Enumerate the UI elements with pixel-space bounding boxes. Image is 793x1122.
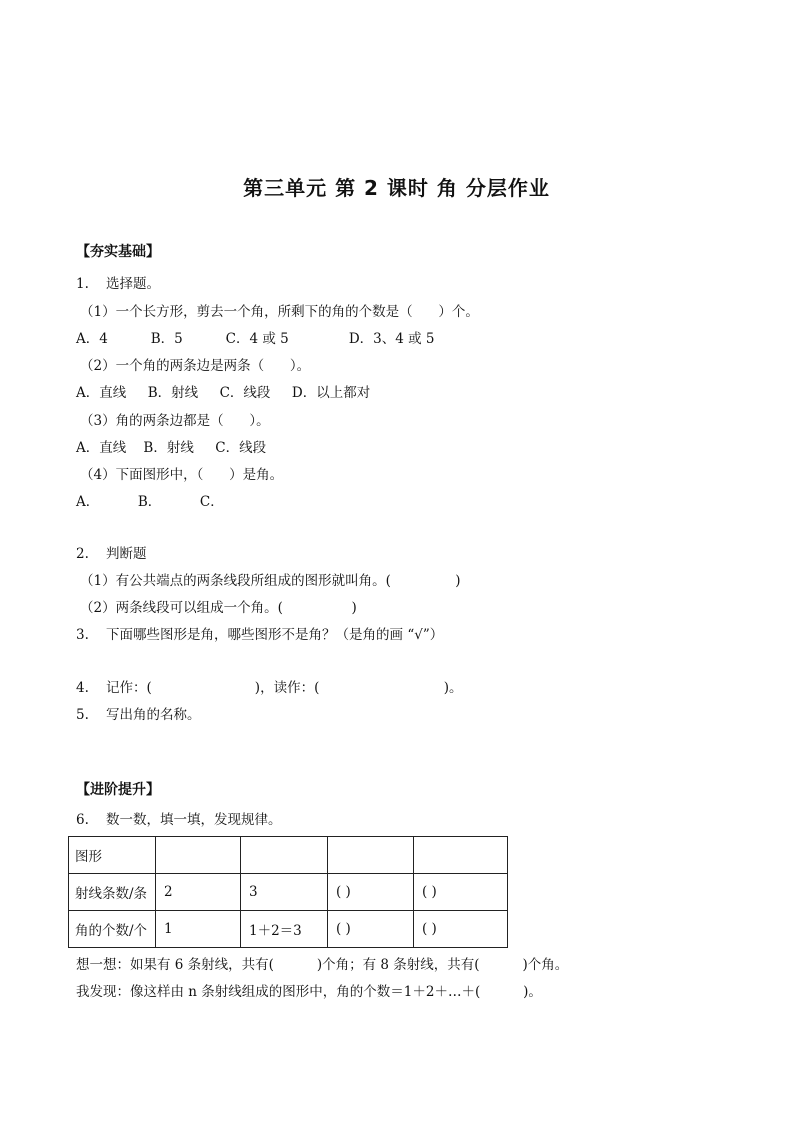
- pattern-table: [68, 836, 508, 948]
- question-1-sub-4-options: A． B． C．: [76, 494, 224, 510]
- table-cell: ( ): [414, 911, 508, 948]
- question-2-stem: 2. 判断题: [76, 546, 147, 562]
- question-1-sub-1: （1）一个长方形，剪去一个角，所剩下的角的个数是（ ）个。: [80, 304, 479, 320]
- question-2-sub-2: （2）两条线段可以组成一个角。( ): [80, 600, 357, 616]
- table-cell: [241, 837, 328, 874]
- table-cell: [156, 837, 241, 874]
- question-1-sub-3-options: A．直线 B．射线 C．线段: [76, 440, 267, 456]
- question-4: 4. 记作：( )，读作：( )。: [76, 680, 463, 696]
- section-heading-advanced: 【进阶提升】: [76, 782, 160, 798]
- table-cell: 射线条数/条: [69, 874, 156, 911]
- question-1-sub-2-options: A．直线 B．射线 C．线段 D．以上都对: [76, 385, 371, 401]
- question-6-stem: 6. 数一数，填一填，发现规律。: [76, 812, 282, 828]
- table-cell: 1: [156, 911, 241, 948]
- table-cell: 角的个数/个: [69, 911, 156, 948]
- table-cell: ( ): [414, 874, 508, 911]
- page-title: 第三单元 第 2 课时 角 分层作业: [243, 176, 550, 200]
- table-cell: 3: [241, 874, 328, 911]
- table-cell: ( ): [328, 911, 414, 948]
- table-cell: 图形: [69, 837, 156, 874]
- question-1-sub-1-options: A．4 B．5 C．4 或 5 D．3、4 或 5: [76, 331, 435, 347]
- question-3: 3. 下面哪些图形是角，哪些图形不是角？（是角的画 “√”）: [76, 627, 444, 643]
- table-cell: ( ): [328, 874, 414, 911]
- table-cell: [414, 837, 508, 874]
- question-2-sub-1: （1）有公共端点的两条线段所组成的图形就叫角。( ): [80, 573, 461, 589]
- table-row: [69, 874, 508, 911]
- question-5: 5. 写出角的名称。: [76, 707, 201, 723]
- question-1-sub-4: （4）下面图形中，（ ）是角。: [80, 467, 284, 483]
- table-row: [69, 837, 508, 874]
- question-6-think: 想一想：如果有 6 条射线，共有( )个角；有 8 条射线，共有( )个角。: [76, 957, 569, 973]
- table-cell: 2: [156, 874, 241, 911]
- section-heading-basic: 【夯实基础】: [76, 244, 160, 260]
- table-cell: 1＋2＝3: [241, 911, 328, 948]
- question-6-discover: 我发现：像这样由 n 条射线组成的图形中，角的个数＝1＋2＋…＋( )。: [76, 984, 542, 1000]
- question-1-stem: 1. 选择题。: [76, 276, 161, 292]
- table-cell: [328, 837, 414, 874]
- question-1-sub-3: （3）角的两条边都是（ ）。: [80, 413, 270, 429]
- table-row: [69, 911, 508, 948]
- question-1-sub-2: （2）一个角的两条边是两条（ ）。: [80, 358, 311, 374]
